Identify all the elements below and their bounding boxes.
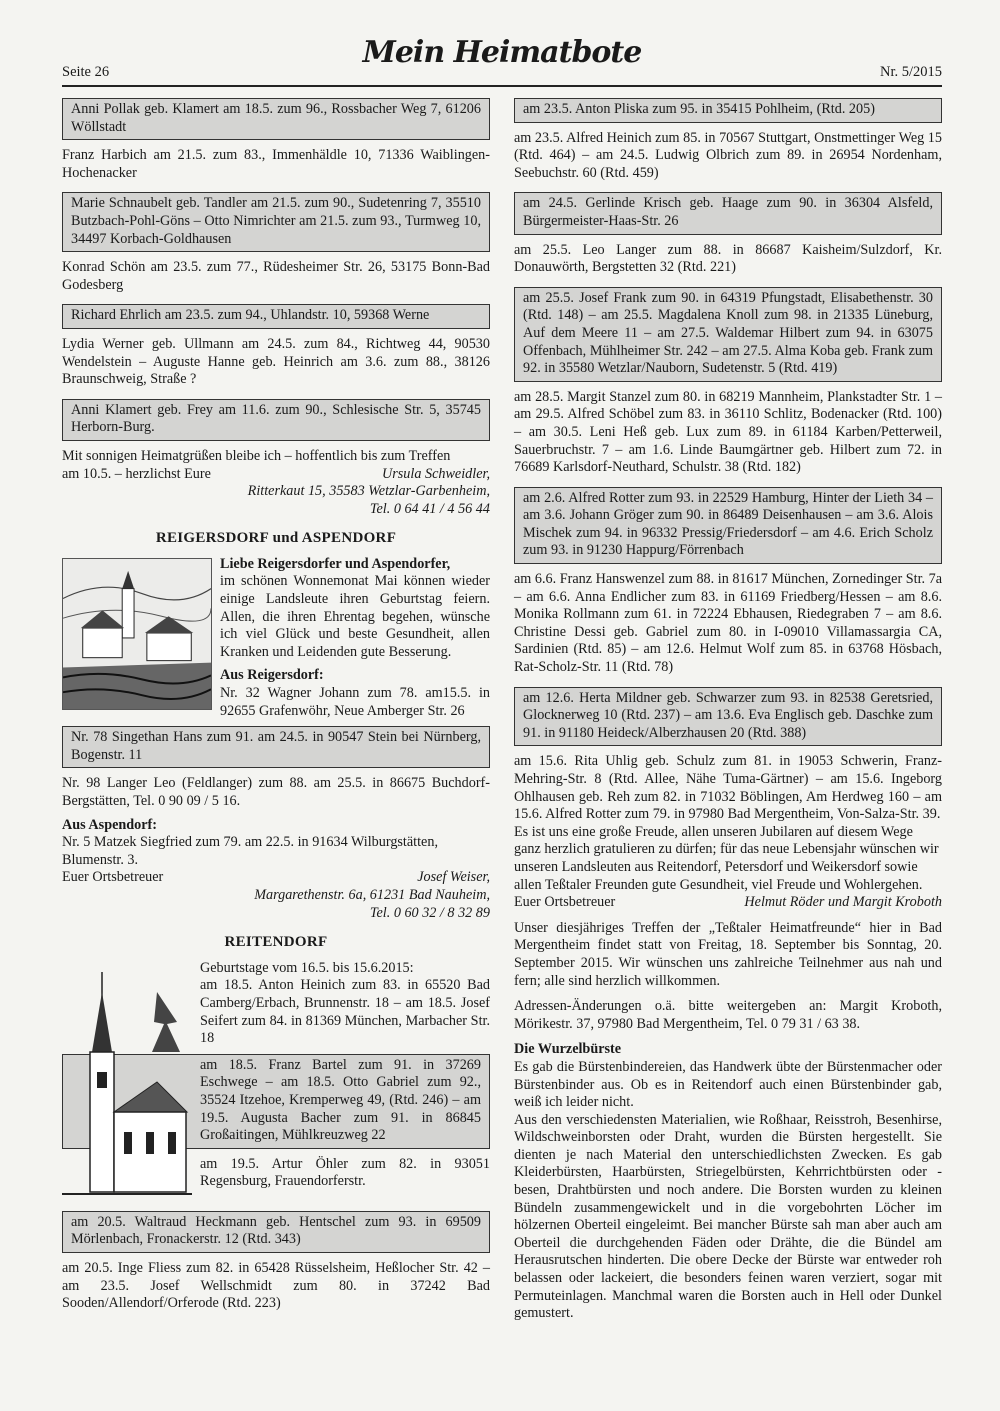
header-rule xyxy=(62,85,942,87)
church-illustration xyxy=(62,962,192,1207)
signature-name: Ursula Schweidler, xyxy=(382,465,490,482)
birthday-entry: am 25.5. Leo Langer zum 88. in 86687 Kaisheim/Sulzdorf, Kr. Donauwörth, Bergstetten 32 (Rtd. 221) xyxy=(514,241,942,276)
birthday-entry: Nr. 98 Langer Leo (Feldlanger) zum 88. am 25.5. in 86675 Buchdorf-Bergstätten, Tel. 0 90 09 / 5 16. xyxy=(62,775,490,809)
page-number: Seite 26 xyxy=(62,64,110,80)
signature-name: Helmut Röder und Margit Kroboth xyxy=(744,894,942,911)
signature-name: Josef Weiser, xyxy=(417,869,490,886)
greeting-text: am 10.5. – herzlichst Eure xyxy=(62,465,211,482)
birthday-box: am 20.5. Waltraud Heckmann geb. Hentschel zum 93. in 69509 Mörlenbach, Fronackerstr. 12 (Rtd. 343) xyxy=(62,1211,490,1253)
subsection-reigersdorf: Aus Reigersdorf: xyxy=(220,667,324,684)
birthday-box: Anni Klamert geb. Frey am 11.6. zum 90., Schlesische Str. 5, 35745 Herborn-Burg. xyxy=(62,399,490,441)
greeting-line: Mit sonnigen Heimatgrüßen bleibe ich – hoffentlich bis zum Treffen xyxy=(62,447,451,464)
subsection-aspendorf: Aus Aspendorf: xyxy=(62,816,157,833)
birthday-entry: Nr. 32 Wagner Johann zum 78. am15.5. in 92655 Grafenwöhr, Neue Amberger Str. 26 xyxy=(220,685,490,719)
signature-phone: Tel. 0 60 32 / 8 32 89 xyxy=(369,904,490,921)
birthday-entry: am 20.5. Inge Fliess zum 82. in 65428 Rüsselsheim, Heßlocher Str. 42 – am 23.5. Josef Wellschmidt zum 80. in 37242 Bad Sooden/Allendorf/Orferode (Rtd. 223) xyxy=(62,1259,490,1312)
address-changes-note: Adressen-Änderungen o.ä. bitte weitergeben an: Margit Kroboth, Mörikestr. 37, 97980 Bad Mergentheim, Tel. 0 79 31 / 63 38. xyxy=(514,998,942,1032)
birthday-entry: Franz Harbich am 21.5. zum 83., Immenhäldle 10, 71336 Waiblingen-Hochenacker xyxy=(62,147,490,181)
greeting-text: Es ist uns eine große Freude, allen unseren Jubilaren auf diesem Wege ganz herzlich gratulieren zu dürfen; für das neue Lebensjahr wünschen wir unseren Landsleuten aus Reitendorf, Petersdorf und Weikersdorf sowie allen Teßtaler Freunden gute Gesundheit, viel Freude und Wohlergehen. Euer Ortsbetreuer xyxy=(514,823,939,911)
meeting-announcement: Unser diesjähriges Treffen der „Teßtaler Heimatfreunde“ hier in Bad Mergentheim findet statt von Freitag, 18. September bis Sonntag, 20. September 2015. Wir wünschen uns zahlreiche Teilnehmer aus nah und fern; alle sind herzlich willkommen. xyxy=(514,919,942,989)
right-column xyxy=(514,98,942,1323)
birthday-entry: Lydia Werner geb. Ullmann am 24.5. zum 84., Richtweg 44, 90530 Wendelstein – Auguste Hanne geb. Heinrich am 3.6. zum 88., 38126 Braunschweig, Straße ? xyxy=(62,335,490,388)
birthday-entry: Nr. 5 Matzek Siegfried zum 79. am 22.5. in 91634 Wilburgstätten, Blumenstr. 3. xyxy=(62,834,438,868)
reigersdorf-greeting: im schönen Wonnemonat Mai können wieder einige Landsleute ihren Geburtstag feiern. Allen, die ihren Ehrentag begehen, wünsche ich viel Glück und beste Gesundheit, allen Kranken und Leidenden gute Besserung. xyxy=(220,573,490,660)
issue-number: Nr. 5/2015 xyxy=(879,64,942,80)
left-column xyxy=(62,98,490,1319)
reitendorf-block xyxy=(62,960,490,1211)
reigersdorf-greeting-heading: Liebe Reigersdorfer und Aspendorfer, xyxy=(220,555,451,572)
birthday-box: am 12.6. Herta Mildner geb. Schwarzer zum 93. in 82538 Geretsried, Glocknerweg 10 (Rtd. 237) – am 13.6. Eva Englisch geb. Daschke zum 91. in 91180 Heideck/Alberzhausen 20 (Rtd. 388) xyxy=(514,687,942,747)
section-title-reitendorf: REITENDORF xyxy=(224,934,328,951)
closing-greeting xyxy=(62,448,490,518)
birthday-entry: am 18.5. Anton Heinich zum 83. in 65520 Bad Camberg/Erbach, Brunnenstr. 18 – am 18.5. Josef Seifert zum 84. in 81369 München, Marbacher Str. 18 xyxy=(200,977,490,1047)
signature-phone: Tel. 0 64 41 / 4 56 44 xyxy=(369,500,490,517)
birthday-box: am 23.5. Anton Pliska zum 95. in 35415 Pohlheim, (Rtd. 205) xyxy=(514,98,942,123)
signature-address: Ritterkaut 15, 35583 Wetzlar-Garbenheim, xyxy=(247,483,490,500)
masthead-logo: Mein Heimatbote xyxy=(362,35,642,70)
birthday-box: Richard Ehrlich am 23.5. zum 94., Uhlandstr. 10, 59368 Werne xyxy=(62,304,490,329)
article-paragraph: Aus den verschiedensten Materialien, wie Roßhaar, Reisstroh, Besenhirse, Wildschweinborsten oder Draht, wurden die Bürsten hergestellt. Sie dienten je nach Material den unterschiedlichsten Zwecken. Es gab Kleiderbürsten, Haarbürsten, Striegelbürsten, Kehrrichtbürsten oder -besen, Drahtbürsten und noch andere. Die Borsten wurden zu kleinen Bündeln zusammengewickelt und in die vorgebohrten Löcher im hölzernen Oberteil eingeleimt. Bei mancher Bürste sah man aber auch am Oberteil die durchgehenden Fäden oder Drähte, die die Bündel am Herausrutschen hinderten. Die obere Decke der Bürste war entweder roh belassen oder lackeiert, die besonders feinen waren verziert, sogar mit Permuteinlagen. Manchmal waren die Borsten auch in Hell oder Dunkel gemustert. xyxy=(514,1111,942,1322)
aspendorf-sign-line xyxy=(62,869,490,887)
page-header xyxy=(62,35,942,88)
birthday-box: am 18.5. Franz Bartel zum 91. in 37269 Eschwege – am 18.5. Otto Gabriel zum 92., 35524 Itzehoe, Kremperweg 49, (Rtd. 246) – am 19.5. Augusta Bacher zum 91. in 86845 Großaitingen, Mühlkreuzweg 22 xyxy=(62,1054,490,1149)
jubilee-greeting xyxy=(514,824,942,912)
article-paragraph: Es gab die Bürstenbindereien, das Handwerk übte der Bürstenmacher oder Bürstenbinder aus. Ob es in Reitendorf auch einen Bürstenbinder gab, weiß ich leider nicht. xyxy=(514,1058,942,1111)
birthday-box: am 24.5. Gerlinde Krisch geb. Haage zum 90. in 36304 Alsfeld, Bürgermeister-Haas-Str. 26 xyxy=(514,192,942,234)
birthday-entry: am 19.5. Artur Öhler zum 82. in 93051 Regensburg, Frauendorferstr. xyxy=(200,1155,490,1190)
birthday-box: Marie Schnaubelt geb. Tandler am 21.5. zum 90., Sudetenring 7, 35510 Butzbach-Pohl-Göns – Otto Nimrichter am 21.5. zum 93., Turmweg 10, 34497 Korbach-Goldhausen xyxy=(62,192,490,252)
birthday-entry: am 15.6. Rita Uhlig geb. Schulz zum 81. in 19053 Schwerin, Franz-Mehring-Str. 8 (Rtd. Allee, Nähe Tuma-Gärtner) – am 15.6. Ingeborg Ohlhausen geb. Reh zum 82. in 71032 Böblingen, Am Herdweg 160 – am 15.6. Alfred Rotter zum 79. in 97980 Bad Mergentheim, Von-Salza-Str. 39. xyxy=(514,753,942,823)
birthday-entry: am 23.5. Alfred Heinich zum 85. in 70567 Stuttgart, Onstmettinger Weg 15 (Rtd. 464) – am 24.5. Ludwig Olbrich zum 89. in 26954 Nordenham, Seebuchstr. 60 (Rtd. 459) xyxy=(514,129,942,181)
birthday-entry: am 28.5. Margit Stanzel zum 80. in 68219 Mannheim, Plankstadter Str. 1 – am 29.5. Alfred Schöbel zum 83. in 36110 Schlitz, Bodenacker (Rtd. 100) – am 30.5. Leni Heß geb. Lux zum 89. in 61184 Karben/Petterweil, Sauerbruchstr. 7 – am 1.6. Linde Baumgärtner geb. Hilbert zum 72. in 76689 Karlsdorf-Neuthard, Schulstr. 38 (Rtd. 182) xyxy=(514,388,942,476)
birthday-entry: Konrad Schön am 23.5. zum 77., Rüdesheimer Str. 26, 53175 Bonn-Bad Godesberg xyxy=(62,259,490,293)
sign-label: Euer Ortsbetreuer xyxy=(62,869,164,886)
village-illustration xyxy=(62,558,212,710)
birthday-entry: am 6.6. Franz Hanswenzel zum 88. in 81617 München, Zornedinger Str. 7a – am 6.6. Anna Endlicher zum 83. in 61169 Friedberg/Hessen – am 8.6. Monika Rollmann zum 61. in 72224 Ebhausen, Riedegraben 7 – am 8.6. Christine Dessi geb. Gabriel zum 80. in I-09010 Villamassargia CA, Sardinien (Rtd. 85) – am 12.6. Helmut Wolf zum 85. in 63768 Hösbach, Rat-Scholz-Str. 11 (Rtd. 78) xyxy=(514,571,942,676)
article-title: Die Wurzelbürste xyxy=(514,1041,622,1058)
reigersdorf-block xyxy=(62,556,490,726)
birthday-box: Nr. 78 Singethan Hans zum 91. am 24.5. in 90547 Stein bei Nürnberg, Bogenstr. 11 xyxy=(62,726,490,768)
birthday-box: Anni Pollak geb. Klamert am 18.5. zum 96., Rossbacher Weg 7, 61206 Wöllstadt xyxy=(62,98,490,140)
reitendorf-intro: Geburtstage vom 16.5. bis 15.6.2015: xyxy=(200,959,414,976)
greeting-sign-line xyxy=(62,466,490,484)
birthday-box: am 25.5. Josef Frank zum 90. in 64319 Pfungstadt, Elisabethenstr. 30 (Rtd. 148) – am 25.5. Magdalena Knoll zum 98. in 21335 Lüneburg, Auf dem Meere 11 – am 27.5. Waldemar Hilbert zum 94. in 63075 Offenbach, Mühlheimer Str. 242 – am 27.5. Alma Koba geb. Frank zum 92. in 35580 Wetzlar/Nauborn, Sudetenstr. 5 (Rtd. 419) xyxy=(514,287,942,382)
signature-address: Margarethenstr. 6a, 61231 Bad Nauheim, xyxy=(254,886,490,903)
section-title-reigersdorf: REIGERSDORF und ASPENDORF xyxy=(155,530,397,547)
birthday-box: am 2.6. Alfred Rotter zum 93. in 22529 Hamburg, Hinter der Lieth 34 – am 3.6. Johann Gröger zum 90. in 86489 Deisenhausen – am 3.6. Alois Mischek zum 94. in 96332 Pressig/Friedersdorf – am 4.6. Erich Scholz zum 93. in 91230 Happurg/Förrenbach xyxy=(514,487,942,564)
